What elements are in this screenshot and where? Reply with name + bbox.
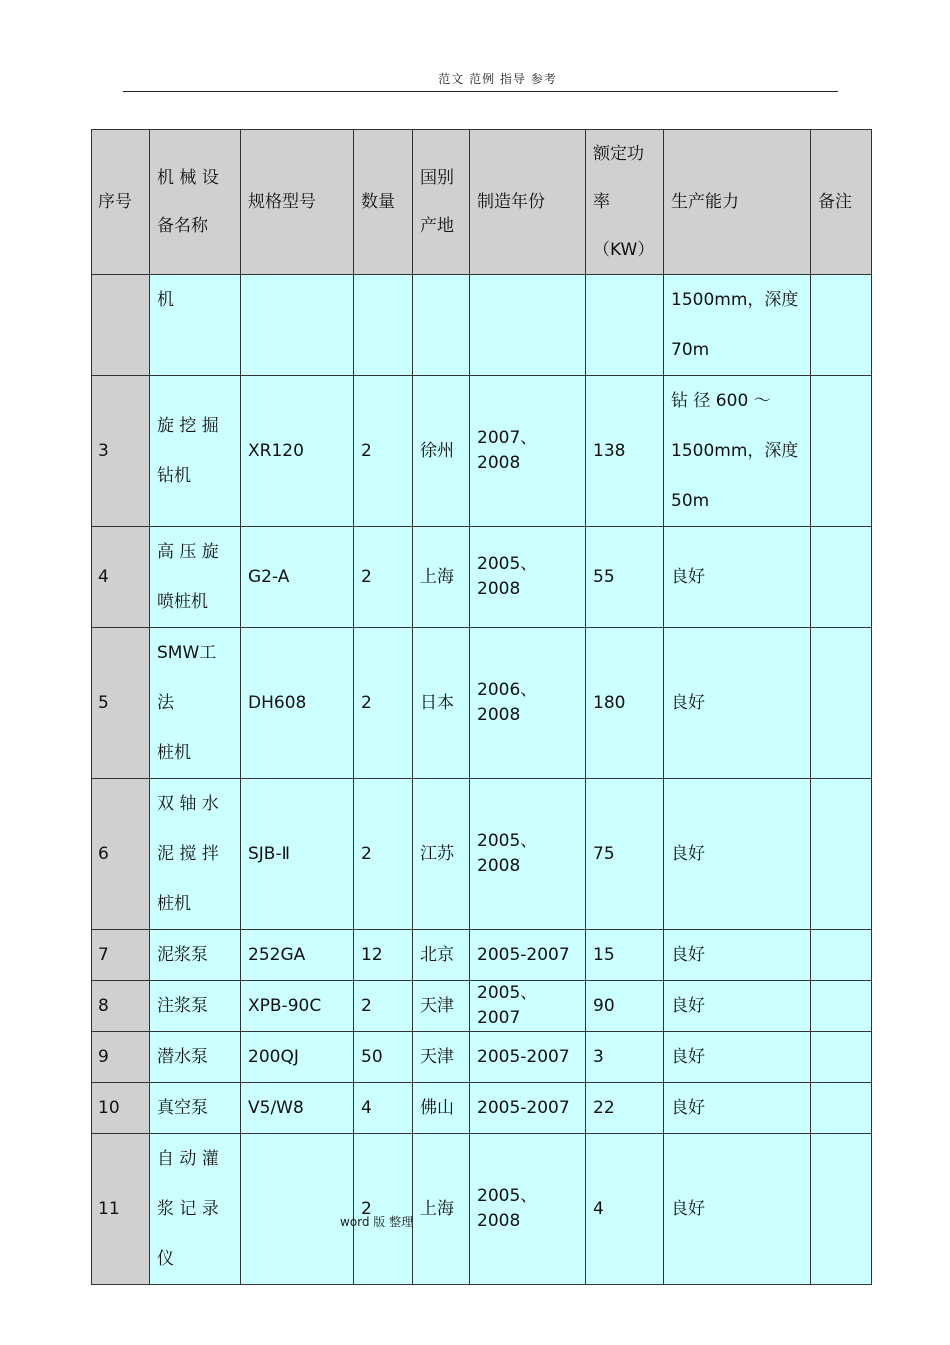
table-cell-capacity: 钻 径 600 ～ 1500mm，深度 50m [664,376,811,527]
table-cell-note [811,1083,872,1134]
table-cell-year: 2005、2008 [470,779,586,930]
table-cell-capacity: 良好 [664,628,811,779]
table-cell-qty: 2 [354,981,413,1032]
table-cell-year: 2005、2008 [470,1134,586,1285]
table-cell-model: DH608 [241,628,354,779]
table-cell-note [811,779,872,930]
table-cell-capacity: 1500mm，深度 70m [664,275,811,376]
table-cell-power: 22 [586,1083,664,1134]
table-cell-name: 高 压 旋 喷桩机 [150,527,241,628]
table-cell-origin: 佛山 [413,1083,470,1134]
table-cell-no: 4 [92,527,150,628]
table-cell-power: 55 [586,527,664,628]
page-footer: word 版 整理 [340,1215,414,1229]
table-cell-model: XPB-90C [241,981,354,1032]
table-cell-origin: 天津 [413,1032,470,1083]
table-cell-no: 6 [92,779,150,930]
table-cell-model [241,275,354,376]
table-cell-no: 10 [92,1083,150,1134]
table-cell-no: 11 [92,1134,150,1285]
table-cell-model [241,1134,354,1285]
table-cell-capacity: 良好 [664,1134,811,1285]
table-cell-no: 8 [92,981,150,1032]
column-header: 机 械 设 备名称 [150,130,241,275]
table-cell-capacity: 良好 [664,930,811,981]
table-cell-capacity: 良好 [664,779,811,930]
table-cell-origin: 上海 [413,527,470,628]
page-header: 范文 范例 指导 参考 [438,72,557,86]
table-cell-qty: 12 [354,930,413,981]
table-row [92,930,872,981]
table-cell-name: 双 轴 水 泥 搅 拌 桩机 [150,779,241,930]
table-cell-origin: 天津 [413,981,470,1032]
table-cell-name: 泥浆泵 [150,930,241,981]
table-header-row [92,130,872,275]
column-header: 规格型号 [241,130,354,275]
table-row [92,981,872,1032]
table-cell-note [811,376,872,527]
table-cell-note [811,628,872,779]
table-cell-year: 2005-2007 [470,1083,586,1134]
table-cell-capacity: 良好 [664,1032,811,1083]
table-cell-capacity: 良好 [664,527,811,628]
table-cell-power: 4 [586,1134,664,1285]
table-cell-name: 真空泵 [150,1083,241,1134]
table-row [92,779,872,930]
table-cell-power: 75 [586,779,664,930]
table-cell-note [811,930,872,981]
table-cell-note [811,275,872,376]
table-cell-year: 2007、2008 [470,376,586,527]
table-cell-qty: 4 [354,1083,413,1134]
table-row [92,628,872,779]
column-header: 序号 [92,130,150,275]
table-cell-power: 90 [586,981,664,1032]
table-cell-name: SMW工法 桩机 [150,628,241,779]
column-header: 生产能力 [664,130,811,275]
table-row [92,275,872,376]
table-cell-origin: 徐州 [413,376,470,527]
table-cell-power: 3 [586,1032,664,1083]
table-row [92,1134,872,1285]
table-cell-no [92,275,150,376]
table-cell-qty: 2 [354,376,413,527]
table-cell-qty: 2 [354,779,413,930]
column-header: 数量 [354,130,413,275]
table-cell-power [586,275,664,376]
table-cell-note [811,1134,872,1285]
table-cell-no: 7 [92,930,150,981]
table-cell-note [811,527,872,628]
table-cell-origin: 日本 [413,628,470,779]
column-header: 额定功 率（KW） [586,130,664,275]
equipment-table [91,129,872,1285]
table-row [92,527,872,628]
table-cell-power: 138 [586,376,664,527]
header-divider [123,91,838,92]
table-row [92,1032,872,1083]
column-header: 备注 [811,130,872,275]
table-cell-model: SJB-Ⅱ [241,779,354,930]
table-cell-origin: 上海 [413,1134,470,1285]
table-cell-year: 2005、2007 [470,981,586,1032]
table-cell-note [811,1032,872,1083]
table-cell-origin: 北京 [413,930,470,981]
table-cell-qty: 2 [354,628,413,779]
table-cell-model: 252GA [241,930,354,981]
table-cell-power: 15 [586,930,664,981]
table-cell-model: XR120 [241,376,354,527]
table-cell-no: 9 [92,1032,150,1083]
table-cell-model: V5/W8 [241,1083,354,1134]
table-cell-year: 2005、2008 [470,527,586,628]
table-cell-capacity: 良好 [664,981,811,1032]
table-cell-year: 2005-2007 [470,930,586,981]
table-row [92,376,872,527]
table-cell-name: 旋 挖 掘 钻机 [150,376,241,527]
column-header: 制造年份 [470,130,586,275]
table-cell-no: 5 [92,628,150,779]
table-cell-qty [354,275,413,376]
table-row [92,1083,872,1134]
column-header: 国别 产地 [413,130,470,275]
table-cell-power: 180 [586,628,664,779]
table-cell-model: G2-A [241,527,354,628]
table-cell-name: 潜水泵 [150,1032,241,1083]
table-cell-year [470,275,586,376]
table-cell-year: 2006、2008 [470,628,586,779]
table-cell-name: 注浆泵 [150,981,241,1032]
table-cell-origin [413,275,470,376]
table-cell-year: 2005-2007 [470,1032,586,1083]
table-cell-note [811,981,872,1032]
table-cell-name: 机 [150,275,241,376]
table-cell-origin: 江苏 [413,779,470,930]
table-body [92,130,872,1285]
table-cell-name: 自 动 灌 浆 记 录 仪 [150,1134,241,1285]
table-cell-qty: 50 [354,1032,413,1083]
table-cell-qty: 2 [354,527,413,628]
table-cell-model: 200QJ [241,1032,354,1083]
table-cell-no: 3 [92,376,150,527]
table-cell-capacity: 良好 [664,1083,811,1134]
table-cell-qty: 2 [354,1134,413,1285]
